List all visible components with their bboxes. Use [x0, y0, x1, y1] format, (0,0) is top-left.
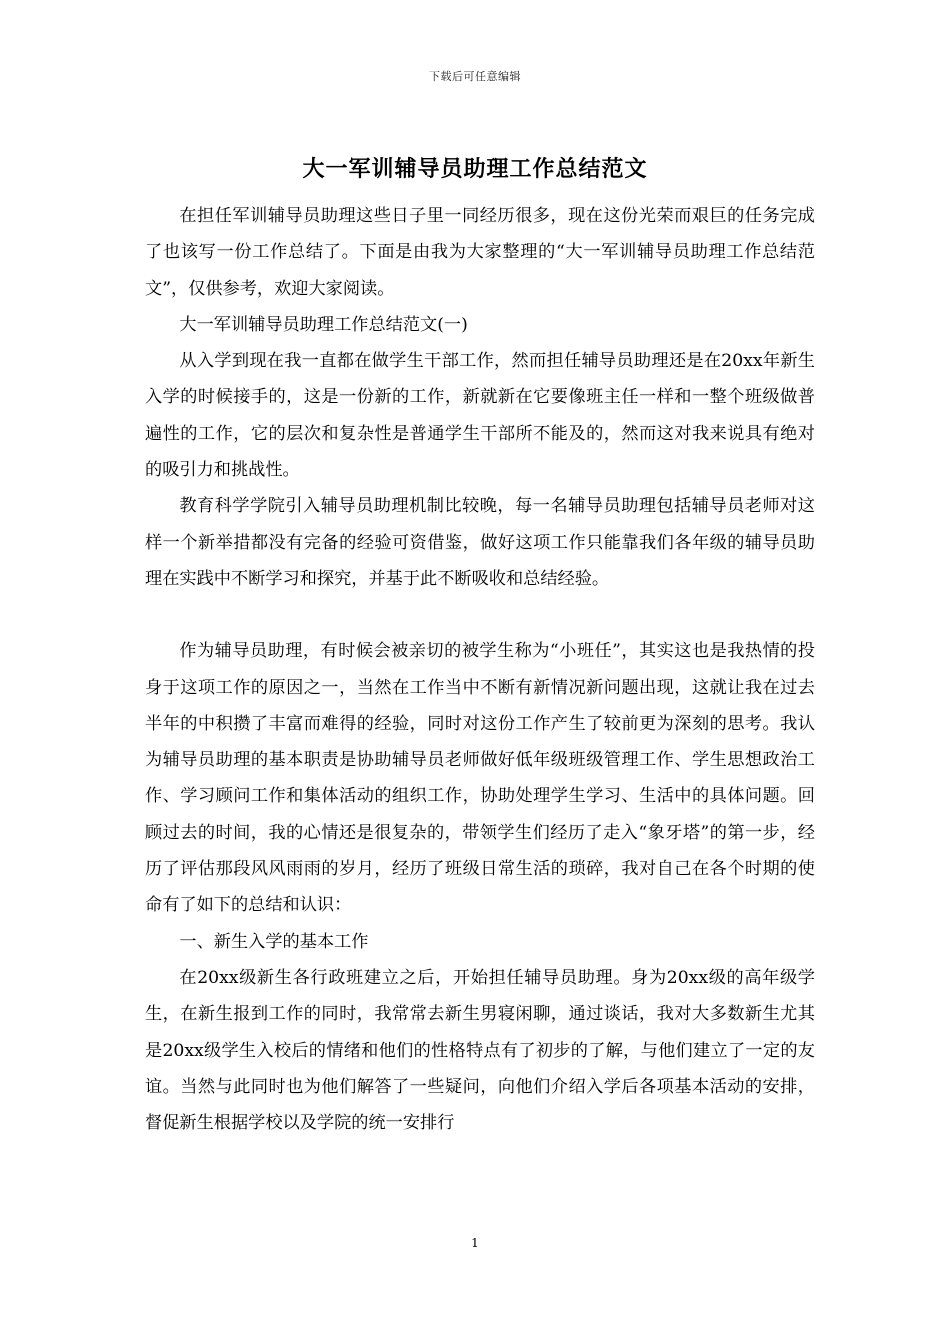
section-heading-new-student-work: 一、新生入学的基本工作 — [179, 931, 369, 952]
intro-paragraph: 在担任军训辅导员助理这些日子里一同经历很多，现在这份光荣而艰巨的任务完成了也该写一份工作总结了。下面是由我为大家整理的“大一军训辅导员助理工作总结范文”，仅供参考，欢迎大家阅读。 — [145, 206, 815, 299]
body-paragraph: 在20xx级新生各行政班建立之后，开始担任辅导员助理。身为20xx级的高年级学生，在新生报到工作的同时，我常常去新生男寝闲聊，通过谈话，我对大多数新生尤其是20xx级学生入校后的情绪和他们的性格特点有了初步的了解，与他们建立了一定的友谊。当然与此同时也为他们解答了一些疑问，向他们介绍入学后各项基本活动的安排，督促新生根据学校以及学院的统一安排行 — [145, 967, 815, 1134]
page-header: 下载后可任意编辑 — [429, 70, 521, 83]
body-paragraph: 教育科学学院引入辅导员助理机制比较晚，每一名辅导员助理包括辅导员老师对这样一个新举措都没有完备的经验可资借鉴，做好这项工作只能靠我们各年级的辅导员助理在实践中不断学习和探究，并基于此不断吸收和总结经验。 — [145, 496, 815, 589]
body-paragraph: 从入学到现在我一直都在做学生干部工作，然而担任辅导员助理还是在20xx年新生入学的时候接手的，这是一份新的工作，新就新在它要像班主任一样和一整个班级做普遍性的工作，它的层次和复杂性是普通学生干部所不能及的，然而这对我来说具有绝对的吸引力和挑战性。 — [145, 351, 815, 481]
page-number: 1 — [471, 1236, 479, 1250]
document-title: 大一军训辅导员助理工作总结范文 — [302, 156, 648, 182]
body-paragraph: 作为辅导员助理，有时候会被亲切的被学生称为“小班任”，其实这也是我热情的投身于这项工作的原因之一，当然在工作当中不断有新情况新问题出现，这就让我在过去半年的中积攒了丰富而难得的经验，同时对这份工作产生了较前更为深刻的思考。我认为辅导员助理的基本职责是协助辅导员老师做好低年级班级管理工作、学生思想政治工作、学习顾问工作和集体活动的组织工作，协助处理学生学习、生活中的具体问题。回顾过去的时间，我的心情还是很复杂的，带领学生们经历了走入“象牙塔”的第一步，经历了评估那段风风雨雨的岁月，经历了班级日常生活的琐碎，我对自己在各个时期的使命有了如下的总结和认识： — [145, 641, 815, 916]
section-heading-part-one: 大一军训辅导员助理工作总结范文(一) — [179, 314, 468, 335]
document-body — [145, 198, 815, 1141]
